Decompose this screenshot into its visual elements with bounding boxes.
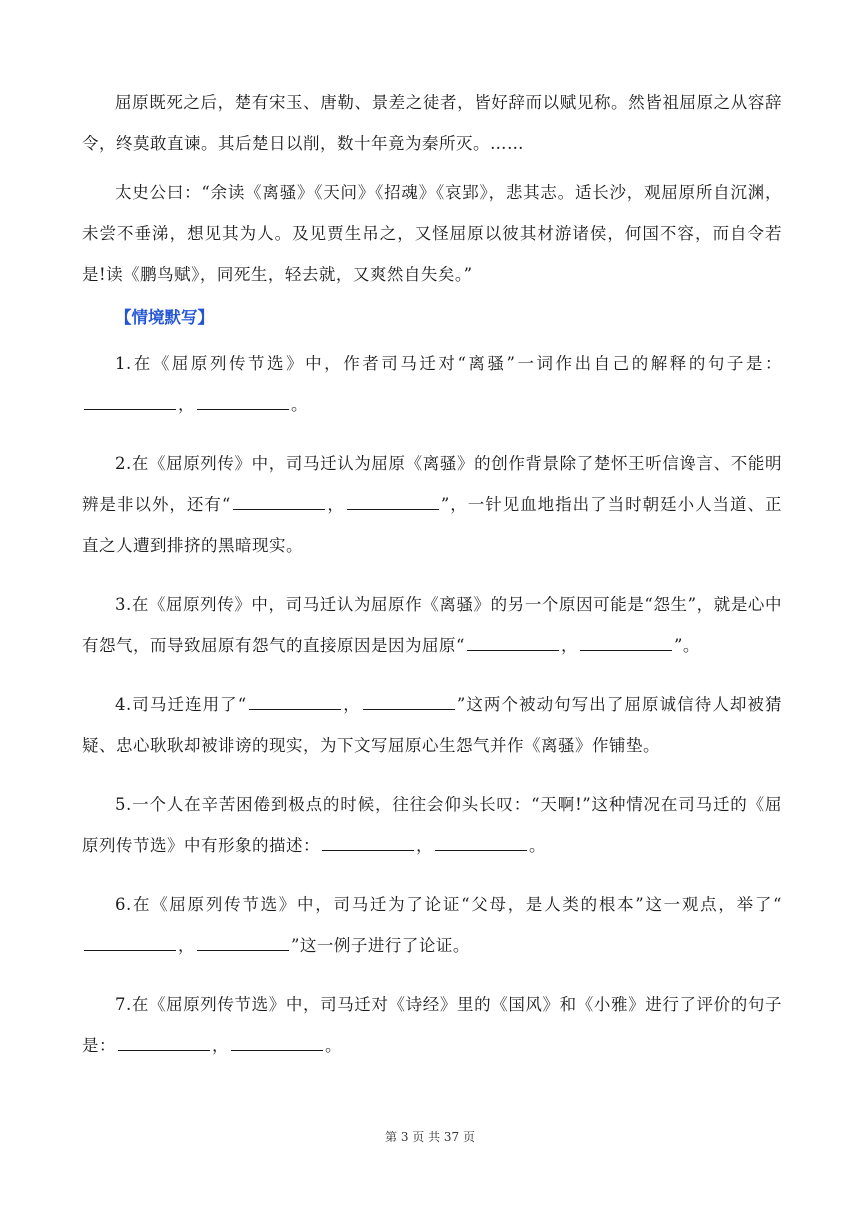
passage-paragraph-2: 太史公曰：“余读《离骚》《天问》《招魂》《哀郢》，悲其志。适长沙，观屈原所自沉渊，未尝不垂涕，想见其为人。及见贾生吊之，又怪屈原以彼其材游诸侯，何国不容，而自令若是!读《鹏鸟赋》，同死生，轻去就，又爽然自失矣。” [82,183,782,284]
answer-blank[interactable] [233,491,325,510]
answer-blank[interactable] [197,932,289,951]
question-6: 6.在《屈原列传节选》中，司马迁为了论证“父母，是人类的根本”这一观点，举了“， ”这一例子进行了论证。 [82,884,782,966]
answer-blank[interactable] [580,632,672,651]
answer-blank[interactable] [118,1032,210,1051]
section-title: 【情境默写】 [115,308,214,327]
answer-blank[interactable] [322,832,414,851]
page-content [82,82,782,1084]
passage-paragraph-1: 屈原既死之后，楚有宋玉、唐勒、景差之徒者，皆好辞而以赋见称。然皆祖屈原之从容辞令，终莫敢直谏。其后楚日以削，数十年竟为秦所灭。…… [82,93,782,153]
answer-blank[interactable] [84,391,176,410]
answer-blank[interactable] [249,691,341,710]
question-1: 1.在《屈原列传节选》中，作者司马迁对“离骚”一词作出自己的解释的句子是：， 。 [82,343,782,425]
answer-blank[interactable] [435,832,527,851]
question-5: 5.一个人在辛苦困倦到极点的时候，往往会仰头长叹：“天啊!”这种情况在司马迁的《屈原列传节选》中有形象的描述： ， 。 [82,795,782,855]
page-footer: 第 3 页 共 37 页 [385,1130,475,1144]
question-7: 7.在《屈原列传节选》中，司马迁对《诗经》里的《国风》和《小雅》进行了评价的句子是： ， 。 [82,995,782,1055]
answer-blank[interactable] [467,632,559,651]
answer-blank[interactable] [84,932,176,951]
question-3: 3.在《屈原列传》中，司马迁认为屈原作《离骚》的另一个原因可能是“怨生”，就是心中有怨气，而导致屈原有怨气的直接原因是因为屈原“ ， ”。 [82,595,782,655]
question-4: 4.司马迁连用了“ ， ”这两个被动句写出了屈原诚信待人却被猜疑、忠心耿耿却被诽谤的现实，为下文写屈原心生怨气并作《离骚》作铺垫。 [82,684,782,766]
answer-blank[interactable] [363,691,455,710]
answer-blank[interactable] [231,1032,323,1051]
answer-blank[interactable] [197,391,289,410]
answer-blank[interactable] [347,491,439,510]
question-2: 2.在《屈原列传》中，司马迁认为屈原《离骚》的创作背景除了楚怀王听信谗言、不能明辨是非以外，还有“ ， ”，一针见血地指出了当时朝廷小人当道、正直之人遭到排挤的黑暗现实。 [82,454,783,555]
